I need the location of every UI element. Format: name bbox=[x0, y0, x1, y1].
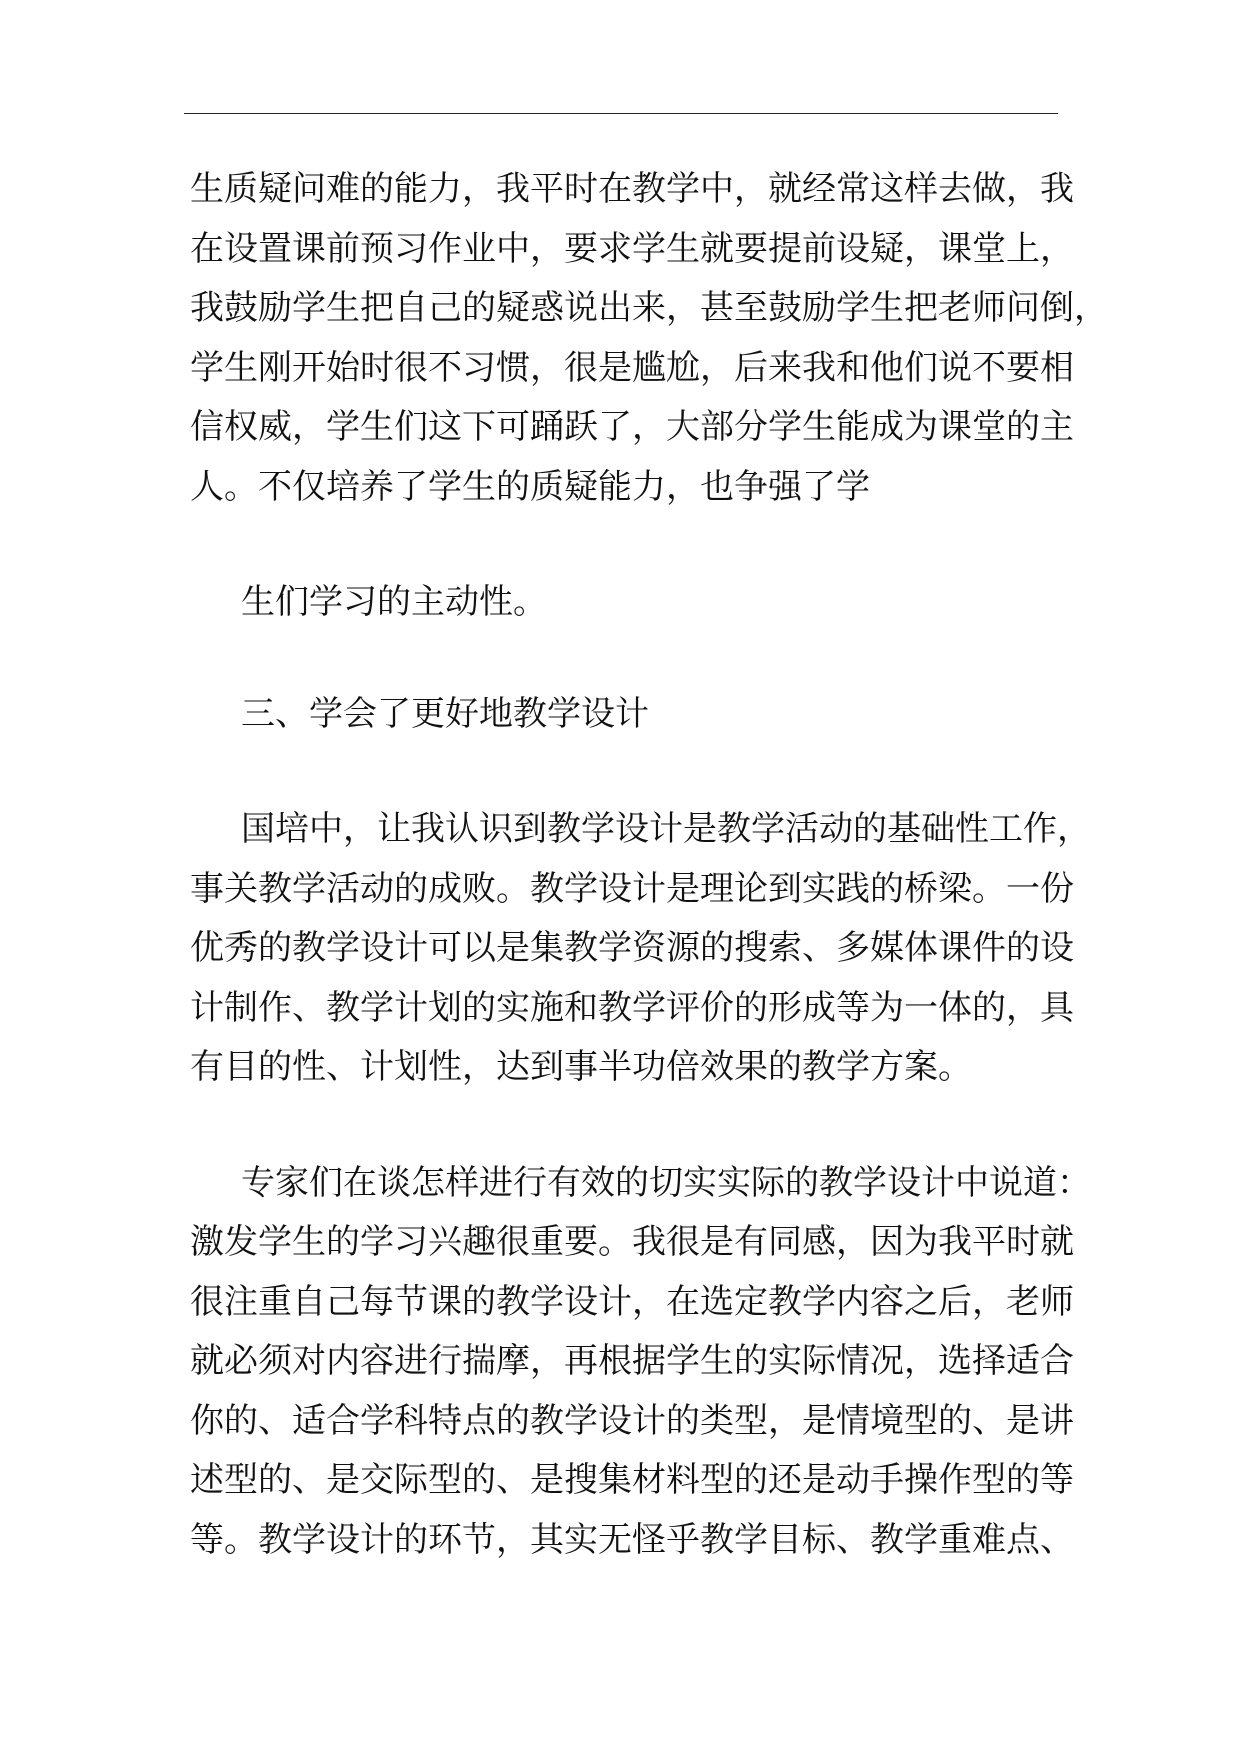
paragraph-1 bbox=[190, 160, 1108, 517]
text-line: 学生刚开始时很不习惯，很是尴尬，后来我和他们说不要相 bbox=[190, 347, 1074, 388]
header-rule bbox=[184, 113, 1058, 114]
section-heading bbox=[190, 685, 1060, 745]
text-line: 生们学习的主动性。 bbox=[241, 582, 547, 622]
document-body bbox=[190, 160, 1108, 1570]
text-line: 很注重自己每节课的教学设计，在选定教学内容之后，老师 bbox=[190, 1281, 1074, 1322]
text-line: 你的、适合学科特点的教学设计的类型，是情境型的、是讲 bbox=[190, 1400, 1074, 1441]
text-line: 人。不仅培养了学生的质疑能力，也争强了学 bbox=[190, 466, 870, 507]
heading-text: 三、学会了更好地教学设计 bbox=[241, 693, 649, 734]
text-line: 就必须对内容进行揣摩，再根据学生的实际情况，选择适合 bbox=[190, 1341, 1074, 1381]
text-line: 计制作、教学计划的实施和教学评价的形成等为一体的，具 bbox=[190, 987, 1074, 1028]
text-line: 事关教学活动的成败。教学设计是理论到实践的桥梁。一份 bbox=[190, 868, 1074, 909]
text-line: 激发学生的学习兴趣很重要。我很是有同感，因为我平时就 bbox=[190, 1222, 1074, 1262]
text-line: 国培中，让我认识到教学设计是教学活动的基础性工作， bbox=[241, 809, 1091, 849]
text-line: 生质疑问难的能力，我平时在教学中，就经常这样去做，我 bbox=[190, 169, 1074, 209]
paragraph-5 bbox=[190, 1154, 1091, 1571]
paragraph-4 bbox=[190, 800, 1091, 1098]
text-line: 信权威，学生们这下可踊跃了，大部分学生能成为课堂的主 bbox=[190, 407, 1074, 447]
text-line: 优秀的教学设计可以是集教学资源的搜索、多媒体课件的设 bbox=[190, 928, 1074, 968]
text-line: 在设置课前预习作业中，要求学生就要提前设疑，课堂上， bbox=[190, 228, 1074, 269]
text-line: 述型的、是交际型的、是搜集材料型的还是动手操作型的等 bbox=[190, 1460, 1074, 1500]
text-line: 我鼓励学生把自己的疑惑说出来，甚至鼓励学生把老师问倒， bbox=[190, 288, 1108, 328]
text-line: 有目的性、计划性，达到事半功倍效果的教学方案。 bbox=[190, 1047, 972, 1087]
text-line: 专家们在谈怎样进行有效的切实实际的教学设计中说道： bbox=[241, 1162, 1091, 1203]
paragraph-2 bbox=[190, 573, 1060, 633]
text-line: 等。教学设计的环节，其实无怪乎教学目标、教学重难点、 bbox=[190, 1519, 1074, 1560]
